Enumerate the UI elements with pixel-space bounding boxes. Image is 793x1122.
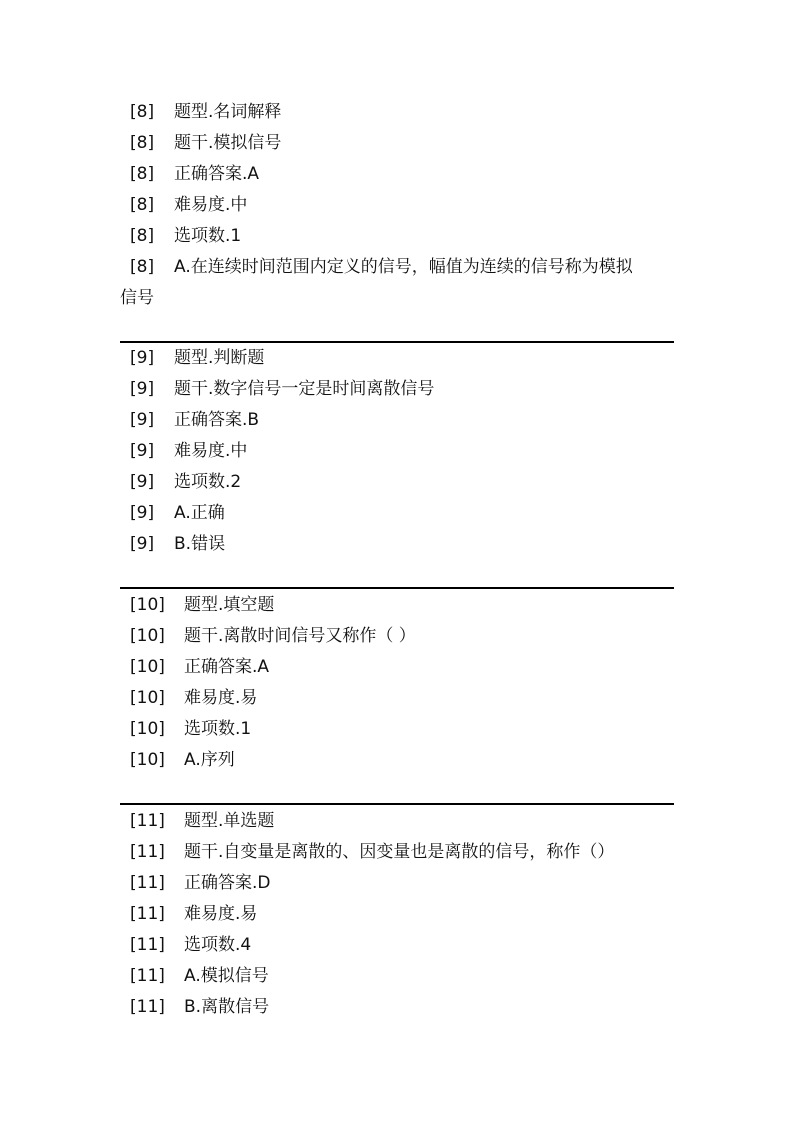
question-index: [9] (130, 410, 155, 430)
question-8 (120, 97, 674, 314)
option-a-text: A.模拟信号 (184, 966, 269, 986)
question-index: [8] (130, 195, 155, 215)
question-stem: 题干.自变量是离散的、因变量也是离散的信号，称作（） (184, 842, 615, 862)
question-index: [11] (130, 935, 165, 955)
question-type: 题型.填空题 (184, 595, 275, 615)
q11-answer-line (120, 868, 674, 899)
option-a-text: A.序列 (184, 750, 235, 770)
question-index: [11] (130, 997, 165, 1017)
q10-difficulty-line (120, 683, 674, 714)
q8-option-count-line (120, 221, 674, 252)
question-stem: 题干.数字信号一定是时间离散信号 (174, 379, 435, 399)
correct-answer: 正确答案.A (184, 657, 270, 677)
question-stem: 题干.模拟信号 (174, 133, 282, 153)
section-divider (120, 803, 674, 805)
question-index: [10] (130, 750, 165, 770)
option-a-text-continued: 信号 (120, 288, 154, 308)
q8-option-a-line (120, 252, 674, 314)
question-index: [8] (130, 164, 155, 184)
question-index: [9] (130, 441, 155, 461)
difficulty: 难易度.中 (174, 441, 248, 461)
q10-option-count-line (120, 714, 674, 745)
option-b-text: B.离散信号 (184, 997, 270, 1017)
q8-answer-line (120, 159, 674, 190)
q9-option-count-line (120, 467, 674, 498)
q10-option-a-line (120, 745, 674, 776)
q11-option-count-line (120, 930, 674, 961)
question-index: [10] (130, 626, 165, 646)
question-index: [9] (130, 534, 155, 554)
question-9 (120, 343, 674, 560)
option-count: 选项数.1 (174, 226, 242, 246)
q9-option-b-line (120, 529, 674, 560)
q11-option-a-line (120, 961, 674, 992)
q10-answer-line (120, 652, 674, 683)
correct-answer: 正确答案.B (174, 410, 260, 430)
q9-stem-line (120, 374, 674, 405)
correct-answer: 正确答案.D (184, 873, 271, 893)
option-count: 选项数.4 (184, 935, 252, 955)
question-index: [8] (130, 102, 155, 122)
question-index: [8] (130, 257, 155, 277)
q11-type-line (120, 806, 674, 837)
question-index: [9] (130, 472, 155, 492)
q9-difficulty-line (120, 436, 674, 467)
option-count: 选项数.2 (174, 472, 242, 492)
section-divider (120, 587, 674, 589)
question-type: 题型.单选题 (184, 811, 275, 831)
question-index: [9] (130, 348, 155, 368)
q8-type-line (120, 97, 674, 128)
question-11 (120, 806, 674, 1023)
q11-difficulty-line (120, 899, 674, 930)
question-index: [11] (130, 873, 165, 893)
q10-type-line (120, 590, 674, 621)
q11-option-b-line (120, 992, 674, 1023)
q8-stem-line (120, 128, 674, 159)
q11-stem-line (120, 837, 674, 868)
question-index: [11] (130, 904, 165, 924)
question-index: [10] (130, 719, 165, 739)
question-index: [9] (130, 503, 155, 523)
difficulty: 难易度.易 (184, 688, 258, 708)
question-index: [11] (130, 966, 165, 986)
option-a-text: A.在连续时间范围内定义的信号，幅值为连续的信号称为模拟 (174, 257, 633, 277)
question-type: 题型.判断题 (174, 348, 265, 368)
question-index: [10] (130, 657, 165, 677)
question-stem: 题干.离散时间信号又称作（ ） (184, 626, 416, 646)
q9-option-a-line (120, 498, 674, 529)
question-10 (120, 590, 674, 776)
question-index: [11] (130, 842, 165, 862)
q9-answer-line (120, 405, 674, 436)
question-type: 题型.名词解释 (174, 102, 282, 122)
question-index: [8] (130, 226, 155, 246)
option-count: 选项数.1 (184, 719, 252, 739)
difficulty: 难易度.中 (174, 195, 248, 215)
question-index: [11] (130, 811, 165, 831)
q9-type-line (120, 343, 674, 374)
question-index: [10] (130, 595, 165, 615)
option-b-text: B.错误 (174, 534, 226, 554)
difficulty: 难易度.易 (184, 904, 258, 924)
q8-difficulty-line (120, 190, 674, 221)
question-index: [10] (130, 688, 165, 708)
q10-stem-line (120, 621, 674, 652)
question-index: [8] (130, 133, 155, 153)
question-index: [9] (130, 379, 155, 399)
option-a-text: A.正确 (174, 503, 225, 523)
correct-answer: 正确答案.A (174, 164, 260, 184)
